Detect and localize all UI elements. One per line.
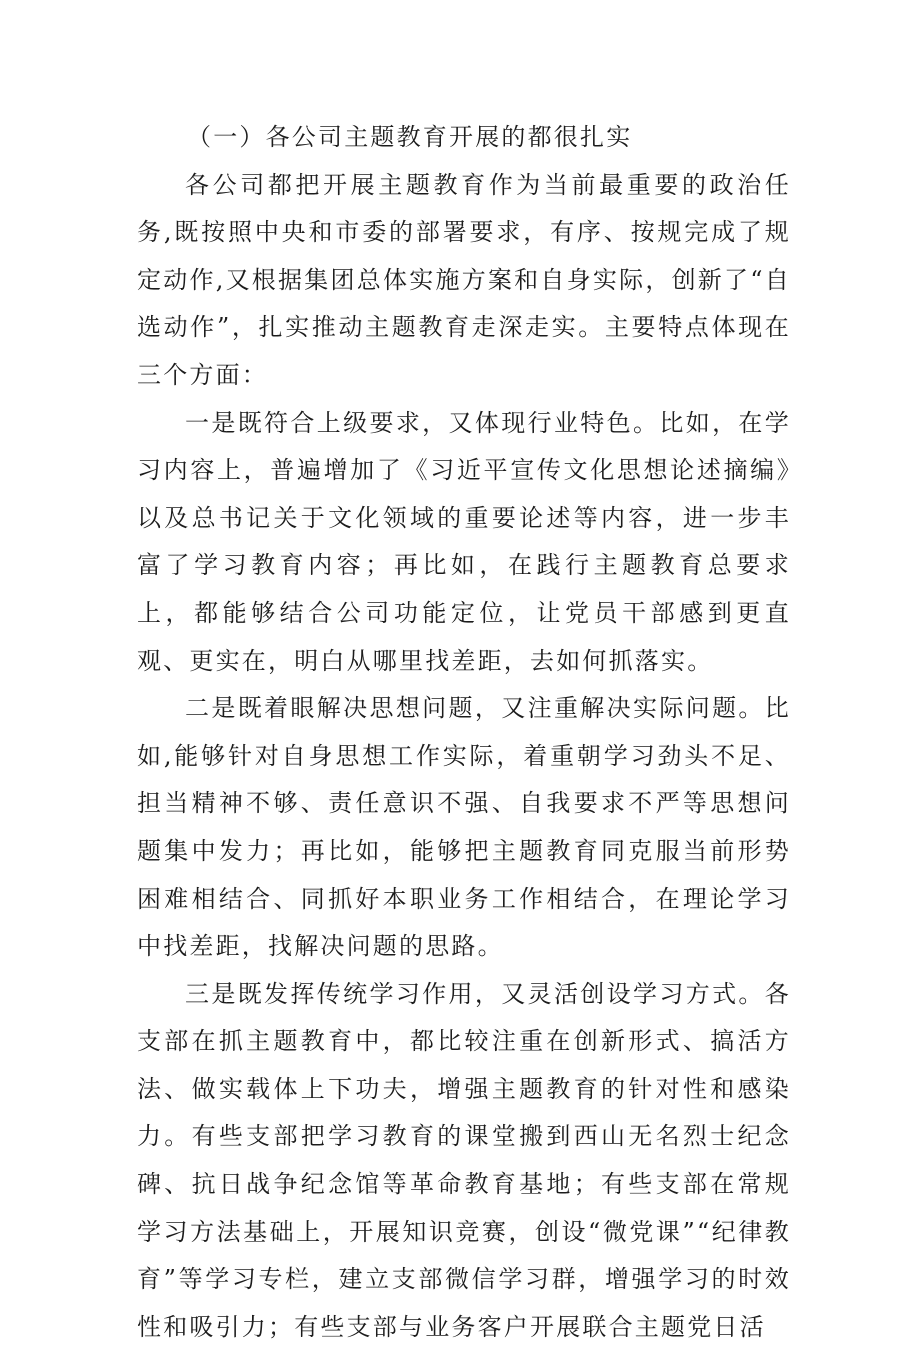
point-three-paragraph: 三是既发挥传统学习作用，又灵活创设学习方式。各支部在抓主题教育中，都比较注重在创新形式、搞活方法、做实载体上下功夫，增强主题教育的针对性和感染力。有些支部把学习教育的课堂搬到西山无名烈士纪念碑、抗日战争纪念馆等革命教育基地；有些支部在常规学习方法基础上，开展知识竞赛，创设“微党课”“纪律教育”等学习专栏，建立支部微信学习群，增强学习的时效性和吸引力；有些支部与业务客户开展联合主题党日活 <box>137 979 791 1341</box>
intro-paragraph: 各公司都把开展主题教育作为当前最重要的政治任务,既按照中央和市委的部署要求，有序、按规完成了规定动作,又根据集团总体实施方案和自身实际，创新了“自选动作”，扎实推动主题教育走深走实。主要特点体现在三个方面： <box>137 170 791 389</box>
section-heading: （一）各公司主题教育开展的都很扎实 <box>187 123 633 151</box>
point-one-paragraph: 一是既符合上级要求，又体现行业特色。比如，在学习内容上，普遍增加了《习近平宣传文化思想论述摘编》以及总书记关于文化领域的重要论述等内容，进一步丰富了学习教育内容；再比如，在践行主题教育总要求上，都能够结合公司功能定位，让党员干部感到更直观、更实在，明白从哪里找差距，去如何抓落实。 <box>137 408 791 675</box>
document-body <box>137 114 791 1351</box>
point-two-paragraph: 二是既着眼解决思想问题，又注重解决实际问题。比如,能够针对自身思想工作实际，着重朝学习劲头不足、担当精神不够、责任意识不强、自我要求不严等思想问题集中发力；再比如，能够把主题教育同克服当前形势困难相结合、同抓好本职业务工作相结合，在理论学习中找差距，找解决问题的思路。 <box>137 694 791 961</box>
